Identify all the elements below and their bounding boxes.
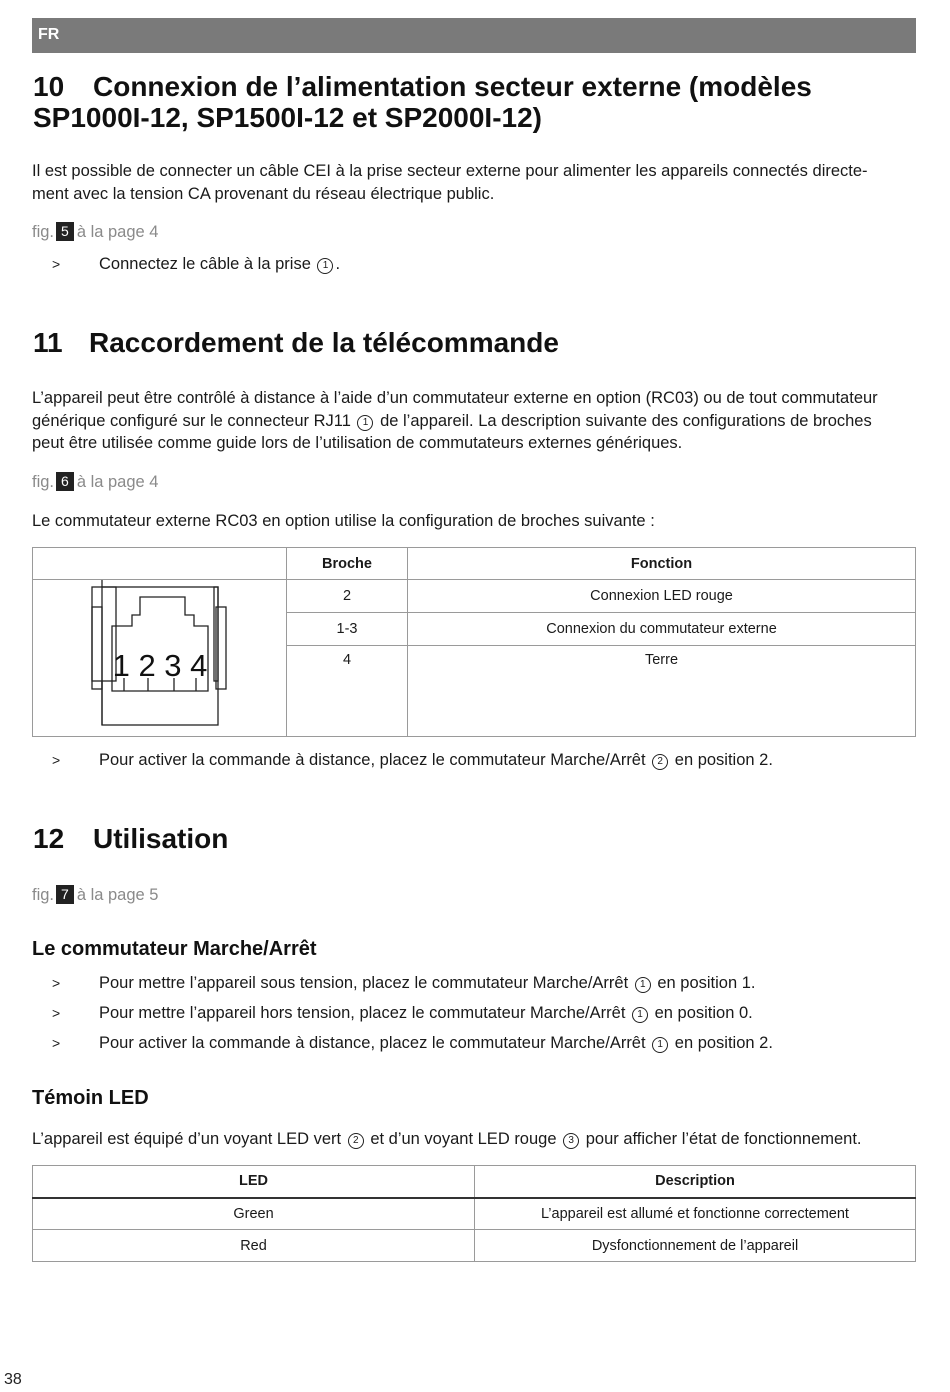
fig-page-ref: à la page 4 xyxy=(76,473,159,491)
section-title: Raccordement de la télécommande xyxy=(89,327,559,358)
paragraph-text: et d’un voyant LED rouge xyxy=(370,1130,557,1148)
figure-reference[interactable] xyxy=(32,222,158,242)
section-title-line2: SP1000I-12, SP1500I-12 et SP2000I-12) xyxy=(33,102,543,133)
step-text: en position 2. xyxy=(674,1034,773,1052)
subheading-led-indicator: Témoin LED xyxy=(32,1087,149,1109)
section-10-paragraph xyxy=(32,160,922,205)
section-12-heading xyxy=(33,823,228,854)
table-header-description: Description xyxy=(475,1166,916,1198)
table-cell: Connexion du commutateur externe xyxy=(408,612,916,645)
step-text: en position 2. xyxy=(674,751,773,769)
figure-reference[interactable] xyxy=(32,885,158,905)
callout-number-icon: 2 xyxy=(652,754,668,770)
fig-number-badge: 5 xyxy=(56,222,74,241)
table-cell: 4 xyxy=(287,645,408,736)
step-text: Pour mettre l’appareil sous tension, placez le commutateur Marche/Arrêt xyxy=(99,974,629,992)
pin-config-intro: Le commutateur externe RC03 en option utilise la configuration de broches suivante : xyxy=(32,512,655,530)
table-header-function: Fonction xyxy=(408,548,916,580)
paragraph-text: de l’appareil. La description suivante des configurations de broches xyxy=(380,411,872,430)
paragraph-line: peut être utilisée comme guide lors de l’utilisation de commutateurs externes génériques. xyxy=(32,434,683,452)
step-text: Pour mettre l’appareil hors tension, placez le commutateur Marche/Arrêt xyxy=(99,1004,626,1022)
step-arrow-icon: > xyxy=(52,1005,61,1021)
callout-number-icon: 1 xyxy=(317,258,333,274)
section-10-heading xyxy=(33,71,913,133)
subheading-power-switch: Le commutateur Marche/Arrêt xyxy=(32,938,317,960)
paragraph-line: ment avec la tension CA provenant du réseau électrique public. xyxy=(32,184,495,203)
fig-prefix: fig. xyxy=(32,886,55,904)
rj11-connector-diagram xyxy=(33,580,287,737)
table-cell: Green xyxy=(33,1198,475,1230)
language-code: FR xyxy=(38,26,60,43)
section-number: 11 xyxy=(33,327,63,358)
paragraph-text: pour afficher l’état de fonctionnement. xyxy=(585,1130,862,1148)
instruction-step xyxy=(52,749,912,771)
fig-number-badge: 6 xyxy=(56,472,74,491)
callout-number-icon: 1 xyxy=(635,977,651,993)
instruction-step xyxy=(52,1002,912,1024)
led-status-table xyxy=(32,1165,916,1262)
instruction-step xyxy=(52,253,912,275)
callout-number-icon: 1 xyxy=(357,415,373,431)
section-title: Utilisation xyxy=(93,823,229,854)
table-cell: Dysfonctionnement de l’appareil xyxy=(475,1230,916,1262)
table-cell: Terre xyxy=(408,645,916,736)
table-cell: L’appareil est allumé et fonctionne correctement xyxy=(475,1198,916,1230)
table-cell: Red xyxy=(33,1230,475,1262)
pin-config-table xyxy=(32,547,916,737)
paragraph-line: Il est possible de connecter un câble CEI à la prise secteur externe pour alimenter les appareils connectés directe- xyxy=(32,162,868,180)
fig-number-badge: 7 xyxy=(56,885,74,904)
step-text: . xyxy=(335,255,341,273)
step-text: en position 0. xyxy=(654,1004,753,1022)
step-arrow-icon: > xyxy=(52,975,61,991)
callout-number-icon: 2 xyxy=(348,1133,364,1149)
table-header-pin: Broche xyxy=(287,548,408,580)
section-number: 12 xyxy=(33,823,65,854)
fig-page-ref: à la page 5 xyxy=(76,886,159,904)
language-header-bar xyxy=(32,18,916,53)
step-text: en position 1. xyxy=(657,974,756,992)
figure-reference[interactable] xyxy=(32,472,158,492)
table-cell: Connexion LED rouge xyxy=(408,580,916,613)
step-arrow-icon: > xyxy=(52,752,61,768)
rj11-connector-icon xyxy=(33,580,286,732)
fig-prefix: fig. xyxy=(32,223,55,241)
paragraph-line: L’appareil peut être contrôlé à distance à l’aide d’un commutateur externe en option (RC03) ou de tout commutateur xyxy=(32,389,878,407)
step-arrow-icon: > xyxy=(52,256,61,272)
table-cell: 1-3 xyxy=(287,612,408,645)
pin-numbers-label: 1 2 3 4 xyxy=(112,648,208,683)
section-number: 10 xyxy=(33,71,65,102)
section-title-line1: Connexion de l’alimentation secteur externe (modèles xyxy=(93,71,812,102)
fig-prefix: fig. xyxy=(32,473,55,491)
callout-number-icon: 1 xyxy=(652,1037,668,1053)
step-text: Connectez le câble à la prise xyxy=(99,255,311,273)
step-text: Pour activer la commande à distance, placez le commutateur Marche/Arrêt xyxy=(99,751,646,769)
table-header-led: LED xyxy=(33,1166,475,1198)
instruction-step xyxy=(52,1032,912,1054)
step-text: Pour activer la commande à distance, placez le commutateur Marche/Arrêt xyxy=(99,1034,646,1052)
callout-number-icon: 3 xyxy=(563,1133,579,1149)
table-cell: 2 xyxy=(287,580,408,613)
paragraph-text: générique configuré sur le connecteur RJ11 xyxy=(32,411,351,430)
section-11-paragraph xyxy=(32,387,922,455)
section-11-heading xyxy=(33,327,559,358)
fig-page-ref: à la page 4 xyxy=(76,223,159,241)
led-paragraph xyxy=(32,1128,862,1151)
step-arrow-icon: > xyxy=(52,1035,61,1051)
page-number: 38 xyxy=(4,1371,22,1388)
table-header-empty xyxy=(33,548,287,580)
paragraph-text: L’appareil est équipé d’un voyant LED vert xyxy=(32,1130,342,1148)
instruction-step xyxy=(52,972,912,994)
callout-number-icon: 1 xyxy=(632,1007,648,1023)
